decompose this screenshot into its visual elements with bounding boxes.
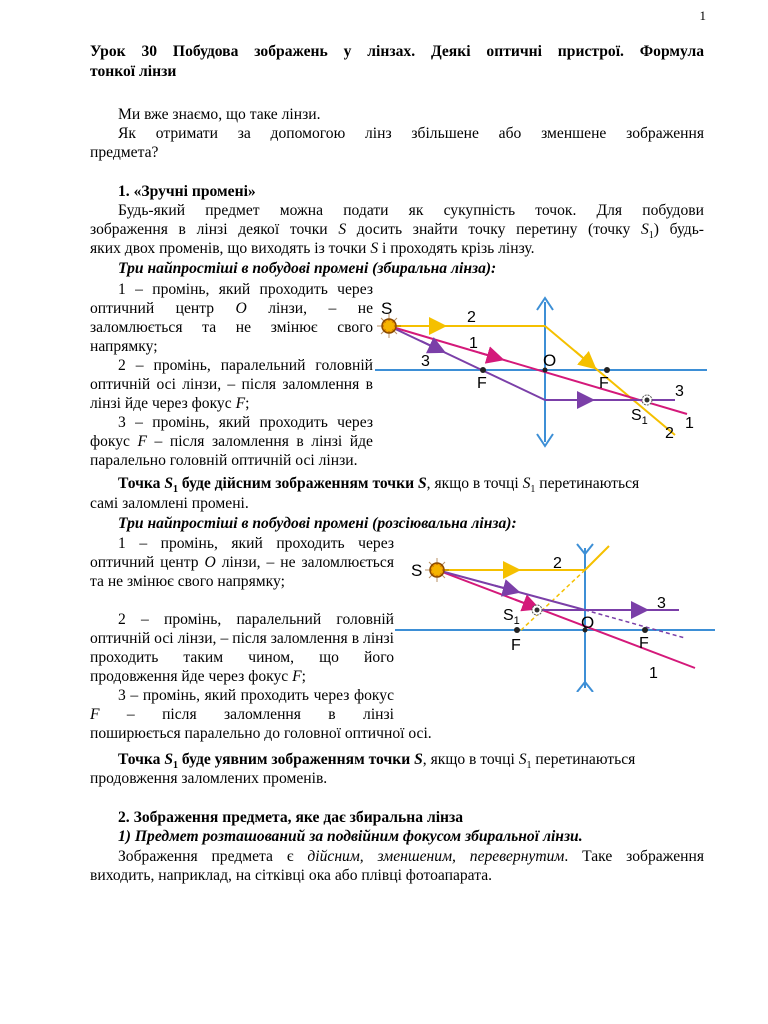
focal-point-right xyxy=(604,367,610,373)
ray-1-div xyxy=(437,570,695,668)
focal-point-right-2 xyxy=(642,627,648,633)
focal-point-left-2 xyxy=(514,627,520,633)
virtual-image-point-icon xyxy=(532,605,542,615)
section-2-subheading-1: 1) Предмет розташований за подвійним фокусом збиральної лінзи. xyxy=(118,828,583,845)
page-number: 1 xyxy=(699,8,706,23)
section-1-paragraph-line-3: яких двох променів, що виходять із точки S і проходять крізь лінзу. xyxy=(90,240,535,257)
lesson-title-line-1: Урок 30 Побудова зображень у лінзах. Деякі оптичні пристрої. Формула xyxy=(90,43,704,60)
converging-ray-2-text: 2 – промінь, паралельний головній оптичній осі лінзи, – після заломлення в лінзі йде через фокус F; xyxy=(90,357,373,412)
diverging-ray-2-text: 2 – промінь, паралельний головній оптичній осі лінзи, – після заломлення в лінзі проходить таким чином, що його продовження йде через фокус F; xyxy=(90,611,394,685)
diverging-lens-diagram xyxy=(395,542,715,692)
label-ray-1-end: 1 xyxy=(685,415,694,432)
diverging-ray-3-text-line-2: поширюється паралельно до головної оптичної осі. xyxy=(90,725,432,742)
real-image-statement-line-2: самі заломлені промені. xyxy=(90,495,249,512)
intro-paragraph-2-line-2: предмета? xyxy=(90,144,159,161)
label-S1-2: $S_1$ xyxy=(503,607,520,627)
label-ray-2: 2 xyxy=(467,309,476,326)
lesson-title-line-2: тонкої лінзи xyxy=(90,63,177,80)
label-ray-1: 1 xyxy=(469,335,478,352)
label-O: O xyxy=(543,351,557,370)
image-point-icon xyxy=(642,395,652,405)
intro-paragraph-1: Ми вже знаємо, що таке лінзи. xyxy=(118,106,321,123)
intro-paragraph-2-line-1: Як отримати за допомогою лінз збільшене або зменшене зображення xyxy=(118,125,704,142)
source-point-icon-2 xyxy=(425,558,449,582)
label-ray-3: 3 xyxy=(421,353,430,370)
ray-3-extension xyxy=(585,610,685,638)
section-2-paragraph-line-2: виходить, наприклад, на сітківці ока або плівці фотоапарата. xyxy=(90,867,493,884)
label-ray-2-end: 2 xyxy=(665,425,674,442)
section-1-heading: 1. «Зручні промені» xyxy=(118,183,256,200)
label-ray-1-div: 1 xyxy=(649,665,658,682)
section-2-heading: 2. Зображення предмета, яке дає збиральна лінза xyxy=(118,809,464,826)
label-ray-3-end: 3 xyxy=(675,383,684,400)
converging-ray-3-text: 3 – промінь, який проходить через фокус F – після заломлення в лінзі йде паралельно головній оптичній осі лінзи. xyxy=(90,414,373,469)
label-ray-3-div: 3 xyxy=(657,595,666,612)
diverging-ray-3-text: 3 – промінь, який проходить через фокус F – після заломлення в лінзі xyxy=(90,687,394,723)
converging-lens-heading: Три найпростіші в побудові промені (збиральна лінза): xyxy=(118,260,497,277)
diverging-ray-1-text: 1 – промінь, який проходить через оптичний центр O лінзи, – не заломлюється та не змінює свого напрямку; xyxy=(90,535,395,590)
diverging-lens-heading: Три найпростіші в побудові промені (розсіювальна лінза): xyxy=(118,515,517,532)
focal-point-left xyxy=(480,367,486,373)
real-image-statement-line-1: Точка $S_1$ буде дійсним зображенням точки S, якщо в точці $S_1$ перетинаються xyxy=(118,475,640,496)
converging-lens-diagram xyxy=(375,290,715,450)
converging-ray-1-text: 1 – промінь, який проходить через оптичний центр O лінзи, – не заломлюється та не змінює свого напрямку; xyxy=(90,281,374,355)
section-2-paragraph-line-1: Зображення предмета є дійсним, зменшеним, перевернутим. Таке зображення xyxy=(118,848,705,865)
virtual-image-statement-line-2: продовження заломлених променів. xyxy=(90,770,328,787)
ray-2-refracted xyxy=(545,326,675,435)
label-S1: $S_1$ xyxy=(631,407,648,427)
section-1-paragraph-line-1: Будь-який предмет можна подати як сукупність точок. Для побудови xyxy=(118,202,704,219)
section-1-paragraph-line-2: зображення в лінзі деякої точки S досить знайти точку перетину (точку $S_1$) будь- xyxy=(90,221,705,242)
label-F-right-2: F xyxy=(639,635,649,652)
virtual-image-statement-line-1: Точка $S_1$ буде уявним зображенням точки S, якщо в точці $S_1$ перетинаються xyxy=(118,751,636,772)
label-F-left-2: F xyxy=(511,637,521,654)
ray-3-incident xyxy=(389,326,545,400)
label-F-right: F xyxy=(599,375,609,392)
label-ray-2-div: 2 xyxy=(553,555,562,572)
label-O-2: O xyxy=(581,613,595,632)
label-S: S xyxy=(381,299,393,318)
label-F-left: F xyxy=(477,375,487,392)
label-S-2: S xyxy=(411,561,423,580)
